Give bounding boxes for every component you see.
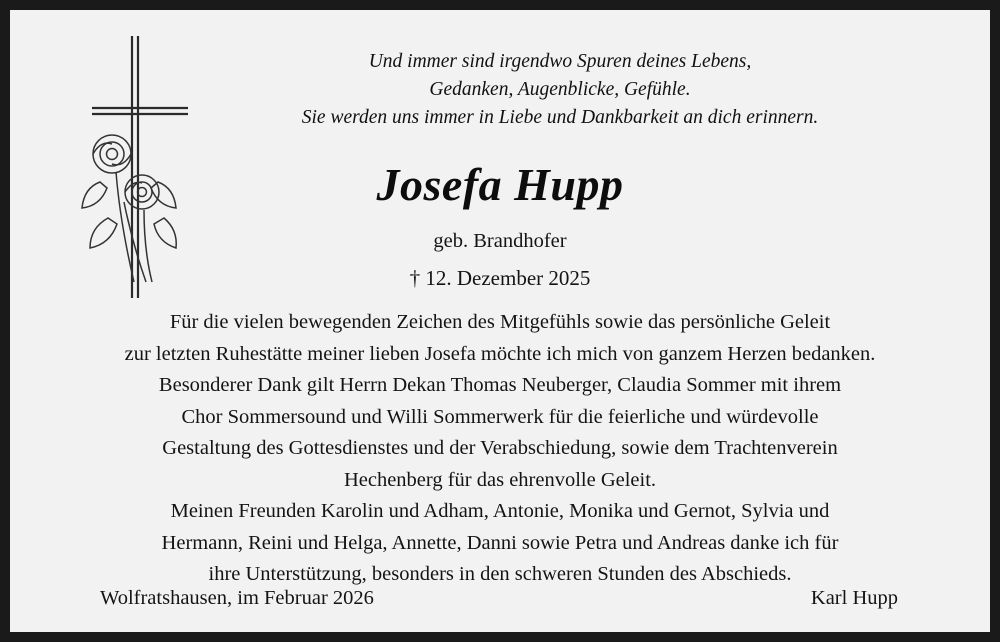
body-line-9: ihre Unterstützung, besonders in den schweren Stunden des Abschieds. — [208, 563, 792, 585]
body-line-7: Meinen Freunden Karolin und Adham, Antonie, Monika und Gernot, Sylvia und — [170, 500, 830, 522]
body-line-8: Hermann, Reini und Helga, Annette, Danni sowie Petra und Andreas danke ich für — [161, 531, 839, 554]
signer-name: Karl Hupp — [810, 587, 898, 609]
body-line-6: Hechenberg für das ehrenvolle Geleit. — [343, 468, 657, 491]
place-and-date: Wolfratshausen, im Februar 2026 — [100, 587, 374, 609]
body-line-4: Chor Sommersound und Willi Sommerwerk für die feierliche und würdevolle — [181, 405, 819, 428]
deceased-name: Josefa Hupp — [376, 159, 624, 210]
body-line-2: zur letzten Ruhestätte meiner lieben Josefa möchte ich mich von ganzem Herzen bedanken. — [124, 342, 876, 365]
verse-line-1: Und immer sind irgendwo Spuren deines Lebens, — [368, 51, 752, 72]
maiden-name: geb. Brandhofer — [433, 230, 567, 252]
verse-line-3: Sie werden uns immer in Liebe und Dankbarkeit an dich erinnern. — [301, 107, 819, 128]
memorial-verse — [210, 48, 910, 132]
verse-line-2: Gedanken, Augenblicke, Gefühle. — [429, 79, 691, 100]
body-line-5: Gestaltung des Gottesdienstes und der Verabschiedung, sowie dem Trachtenverein — [162, 437, 838, 459]
obituary-card — [10, 10, 990, 632]
body-line-1: Für die vielen bewegenden Zeichen des Mitgefühls sowie das persönliche Geleit — [169, 311, 831, 333]
body-line-3: Besonderer Dank gilt Herrn Dekan Thomas Neuberger, Claudia Sommer mit ihrem — [158, 374, 842, 396]
death-date: † 12. Dezember 2025 — [409, 266, 591, 290]
thank-you-text — [40, 307, 960, 591]
obituary-footer — [40, 587, 960, 610]
